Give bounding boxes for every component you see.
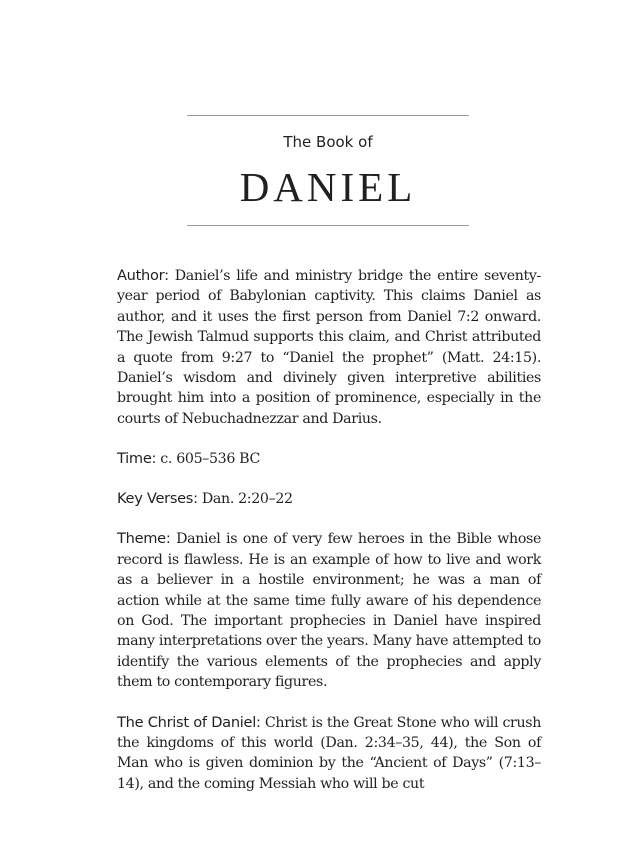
christ-label: The Christ of Daniel: bbox=[117, 713, 261, 731]
christ-section bbox=[117, 713, 541, 795]
book-subtitle: The Book of bbox=[283, 133, 373, 151]
book-title-block bbox=[187, 115, 469, 227]
christ-text: Christ is the Great Stone who will crush the kingdoms of this world (Dan. 2:34–35, 44), the Son of Man who is given dominion by the “Ancient of Days” (7:13–14), and the coming Messiah who will be cut bbox=[117, 714, 541, 792]
title-top-rule bbox=[187, 115, 469, 116]
key-verses-text: Dan. 2:20–22 bbox=[197, 491, 293, 508]
book-title: DANIEL bbox=[239, 164, 417, 210]
author-section bbox=[117, 266, 541, 429]
time-section bbox=[117, 449, 541, 469]
theme-text: Daniel is one of very few heroes in the Bible whose record is flawless. He is an example of how to live and work as a believer in a hostile environment; he was a man of action while at the same time fully aware of his dependence on God. The important prophecies in Daniel have inspired many interpretations over the years. Many have attempted to identify the various elements of the prophecies and apply them to contemporary figures. bbox=[117, 531, 541, 691]
title-bottom-rule bbox=[187, 225, 469, 226]
theme-section bbox=[117, 529, 541, 692]
author-label: Author: bbox=[117, 267, 169, 284]
theme-label: Theme: bbox=[117, 530, 171, 548]
key-verses-label: Key Verses: bbox=[117, 490, 198, 508]
book-introduction bbox=[117, 266, 541, 814]
time-text: c. 605–536 BC bbox=[156, 451, 261, 468]
key-verses-section bbox=[117, 489, 541, 509]
time-label: Time: bbox=[117, 450, 157, 468]
author-text: Daniel’s life and ministry bridge the entire seventy-year period of Babylonian captivity. This claims Daniel as author, and it uses the first person from Daniel 7:2 onward. The Jewish Talmud supports this claim, and Christ attributed a quote from 9:27 to “Daniel the prophet” (Matt. 24:15). Daniel’s wisdom and divinely given interpretive abilities brought him into a position of prominence, especially in the courts of Nebuchadnezzar and Darius. bbox=[117, 268, 541, 427]
